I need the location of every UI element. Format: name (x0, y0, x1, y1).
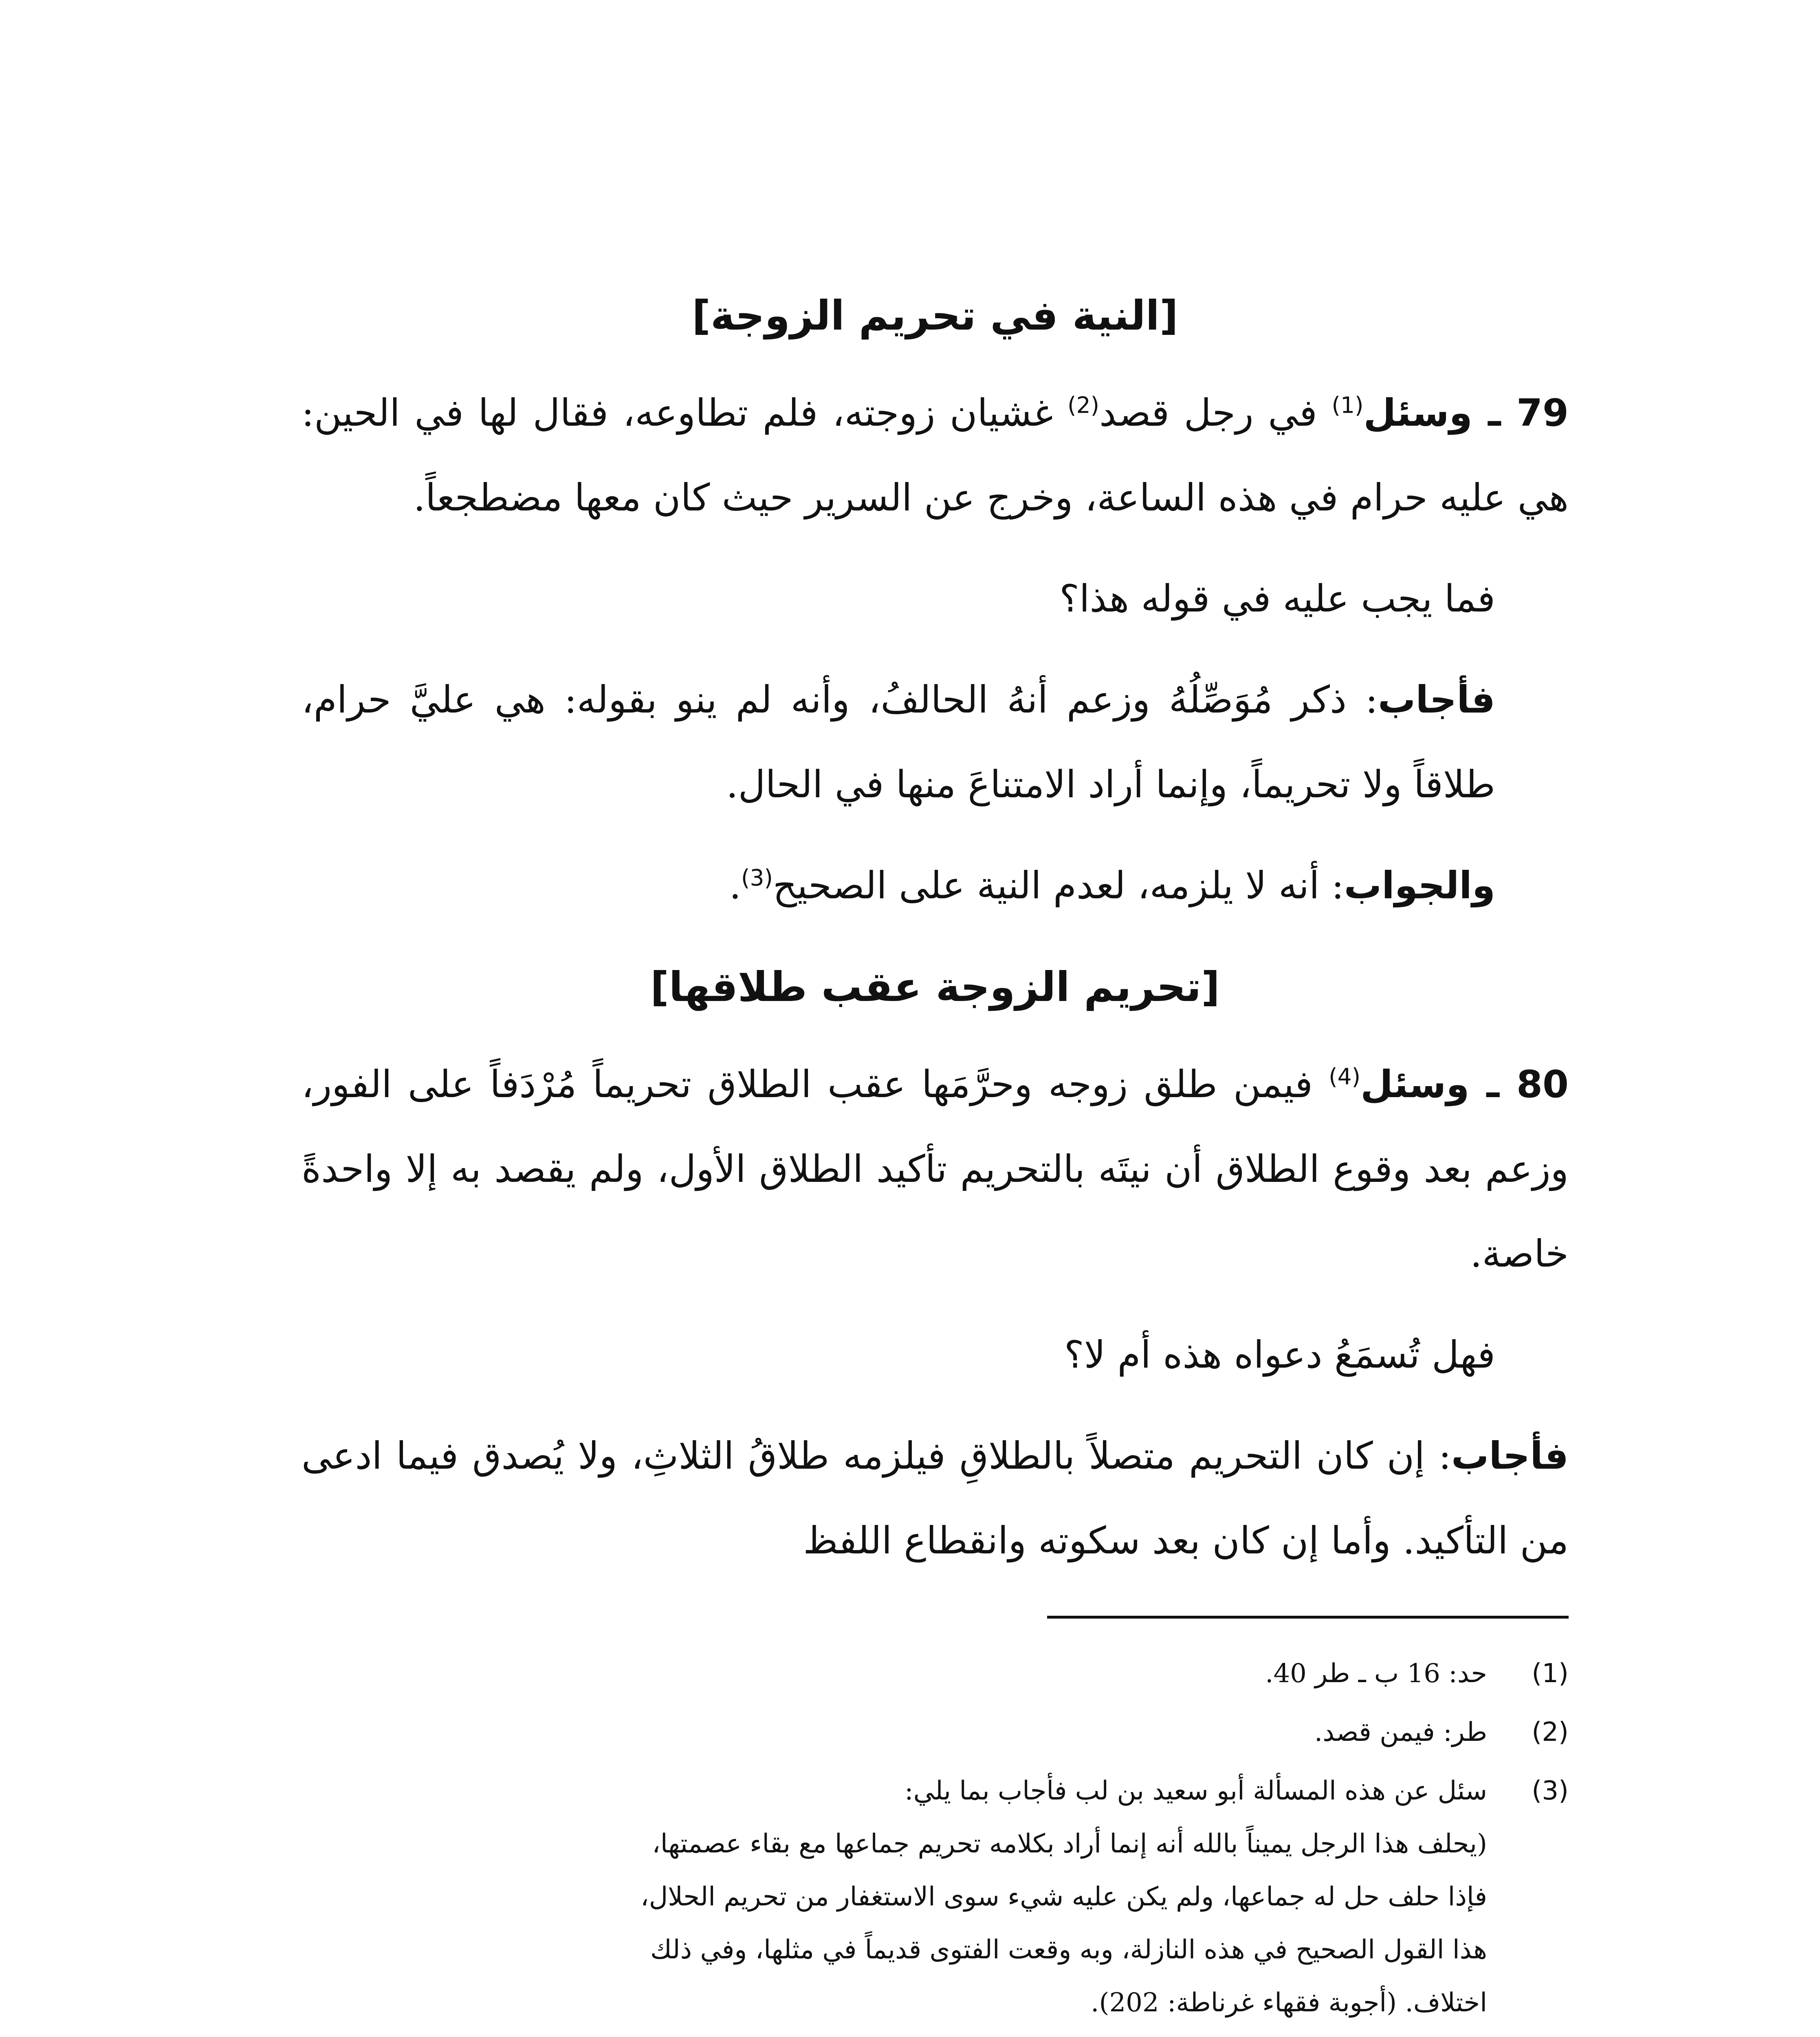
footnote-line: حد: 16 ب ـ طر 40. (1265, 1659, 1487, 1689)
footnote-line: (يحلف هذا الرجل يميناً بالله أنه إنما أراد بكلامه تحريم جماعها مع بقاء عصمتها، (652, 1829, 1487, 1859)
answer-80-text: : إن كان التحريم متصلاً بالطلاقِ فيلزمه طلاقُ الثلاثِ، ولا يُصدق فيما ادعى من التأكيد. وأما إن كان بعد سكوته وانقطاع اللفظ (301, 1434, 1569, 1562)
footnote-number: (2) (1532, 1717, 1569, 1747)
answer-79-lead: فأجاب (1378, 678, 1495, 722)
question-80 (301, 1042, 1569, 1296)
footnote-line: اختلاف. (أجوبة فقهاء غرناطة: 202). (1091, 1988, 1487, 2018)
footnote-3 (301, 1764, 1569, 2029)
footnote-1 (301, 1647, 1569, 1700)
question-79-lead: 79 ـ وسئل (1363, 391, 1569, 435)
question-79-text-b: غشيان زوجته، فلم تطاوعه، فقال لها في الحين: هي عليه حرام في هذه الساعة، وخرج عن السرير حيث كان معها مضطجعاً. (301, 391, 1569, 519)
footnote-2 (301, 1706, 1569, 1759)
footnote-ref-2[interactable]: (2) (1067, 392, 1100, 418)
section-heading-intention: [النية في تحريم الزوجة] (692, 292, 1178, 339)
footnote-divider (1047, 1616, 1569, 1619)
question-79-followup: فما يجب عليه في قوله هذا؟ (1059, 577, 1495, 620)
answer-80-lead: فأجاب (1451, 1434, 1569, 1478)
verdict-79-lead: والجواب (1344, 864, 1495, 907)
footnote-number: (1) (1532, 1659, 1569, 1689)
footnote-line: سئل عن هذه المسألة أبو سعيد بن لب فأجاب بما يلي: (904, 1776, 1487, 1806)
question-80-followup: فهل تُسمَعُ دعواه هذه أم لا؟ (1064, 1333, 1495, 1377)
footnote-ref-3[interactable]: (3) (741, 865, 773, 891)
book-page (301, 285, 1569, 2037)
answer-80 (301, 1414, 1569, 1583)
verdict-79 (301, 843, 1569, 928)
answer-79 (301, 658, 1569, 827)
verdict-79-text: : أنه لا يلزمه، لعدم النية على الصحيح (772, 864, 1344, 907)
footnote-line: فإذا حلف حل له جماعها، ولم يكن عليه شيء سوى الاستغفار من تحريم الحلال، (640, 1882, 1487, 1912)
footnote-line: هذا القول الصحيح في هذه النازلة، وبه وقعت الفتوى قديماً في مثلها، وفي ذلك (650, 1935, 1487, 1965)
footnote-4 (301, 2035, 1569, 2037)
footnotes (301, 1647, 1569, 2037)
question-79 (301, 371, 1569, 540)
verdict-79-end: . (729, 864, 741, 907)
section-heading-prohibition: [تحريم الزوجة عقب طلاقها] (650, 963, 1220, 1011)
answer-79-text: : ذكر مُوَصِّلُهُ وزعم أنهُ الحالفُ، وأنه لم ينو بقوله: هي عليَّ حرام، طلاقاً ولا تحريماً، وإنما أراد الامتناعَ منها في الحال. (301, 678, 1495, 806)
question-80-text: فيمن طلق زوجه وحرَّمَها عقب الطلاق تحريماً مُرْدَفاً على الفور، وزعم بعد وقوع الطلاق أن نيتَه بالتحريم تأكيد الطلاق الأول، ولم يقصد به إلا واحدةً خاصة. (301, 1062, 1569, 1276)
footnote-ref-4[interactable]: (4) (1329, 1063, 1361, 1090)
footnote-line (301, 2035, 1487, 2037)
footnote-number: (3) (1532, 1776, 1569, 1806)
question-79-text-a: في رجل قصد (1099, 391, 1332, 435)
footnote-ref-1[interactable]: (1) (1331, 392, 1364, 418)
footnote-number (1487, 2035, 1569, 2037)
footnote-line: طر: فيمن قصد. (1314, 1717, 1487, 1747)
question-80-lead: 80 ـ وسئل (1360, 1062, 1569, 1106)
